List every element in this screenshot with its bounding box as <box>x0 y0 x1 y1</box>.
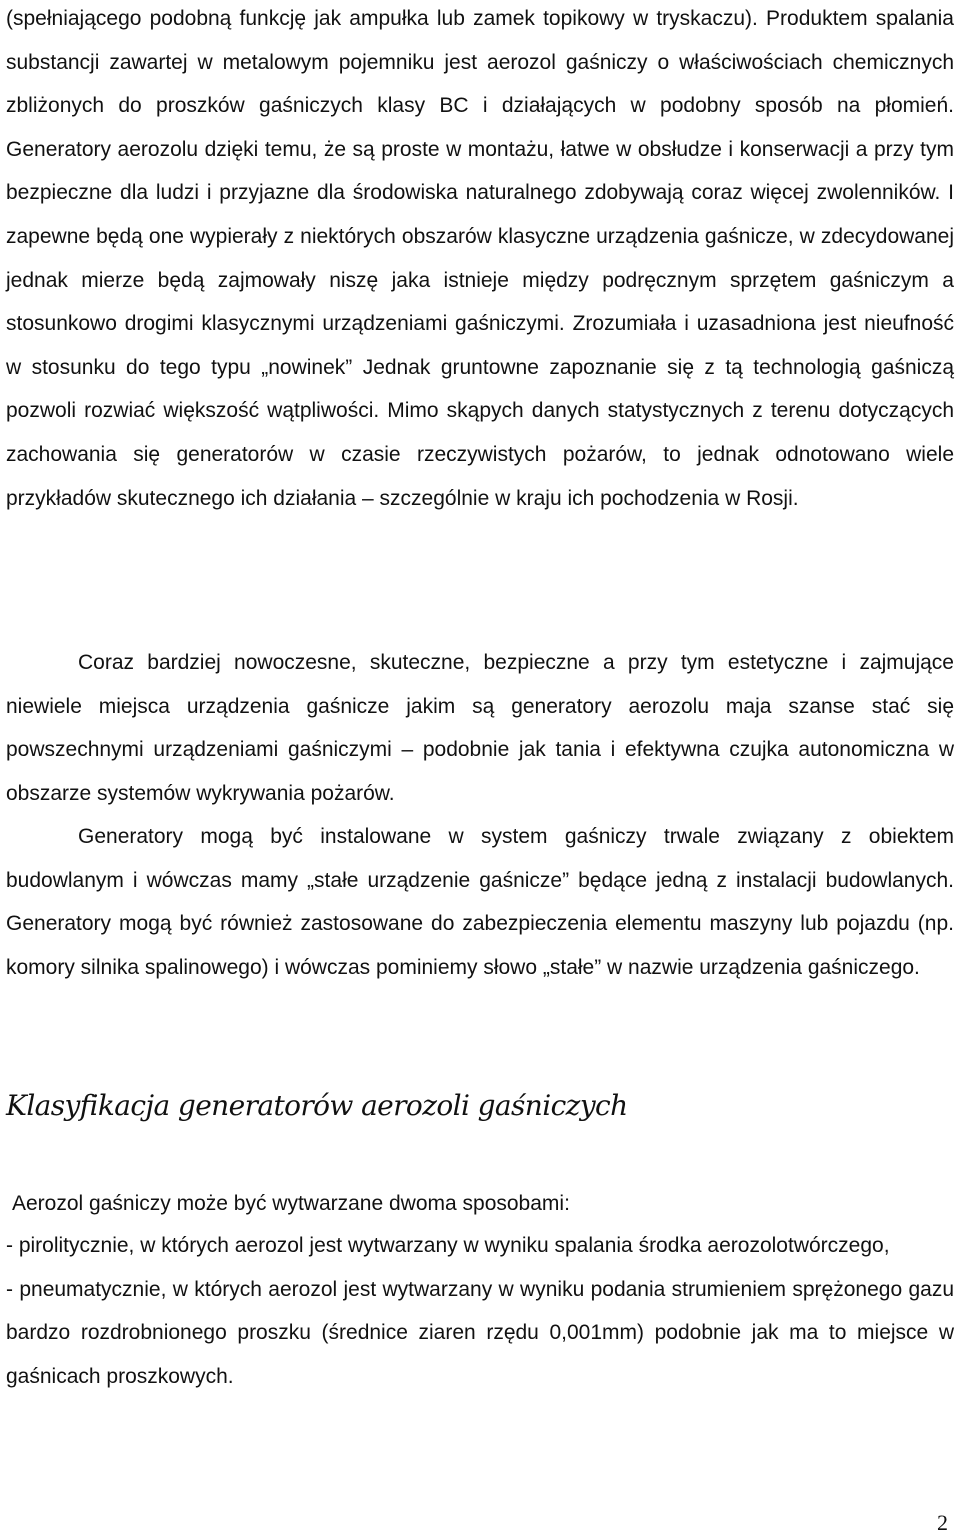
paragraph-installation: Generatory mogą być instalowane w system gaśniczy trwale związany z obiektem budowlanym i wówczas mamy „stałe urządzenie gaśnicze” będące jedną z instalacji budowlanych. Generatory mogą być również zastosowane do zabezpieczenia elementu maszyny lub pojazdu (np. komory silnika spalinowego) i wówczas pominiemy słowo „stałe” w nazwie urządzenia gaśniczego. <box>6 825 954 979</box>
paragraph-modern-devices: Coraz bardziej nowoczesne, skuteczne, bezpieczne a przy tym estetyczne i zajmujące niewiele miejsca urządzenia gaśnicze jakim są generatory aerozolu maja szanse stać się powszechnymi urządzeniami gaśniczymi – podobnie jak tania i efektywna czujka autonomiczna w obszarze systemów wykrywania pożarów. <box>6 651 954 805</box>
section-heading: Klasyfikacja generatorów aerozoli gaśniczych <box>6 1089 628 1122</box>
list-item-pyrolytic: - pirolitycznie, w których aerozol jest wytwarzany w wyniku spalania środka aerozolotwórczego, <box>6 1234 890 1257</box>
methods-intro: Aerozol gaśniczy może być wytwarzane dwoma sposobami: <box>12 1192 570 1215</box>
list-item-pneumatic: - pneumatycznie, w których aerozol jest wytwarzany w wyniku podania strumieniem sprężonego gazu bardzo rozdrobnionego proszku (średnice ziaren rzędu 0,001mm) podobnie jak ma to miejsce w gaśnicach proszkowych. <box>6 1277 954 1388</box>
page-number: 2 <box>937 1510 948 1535</box>
methods-list <box>6 1224 954 1398</box>
document-page <box>6 0 954 1537</box>
paragraph-generators-advantages: (spełniającego podobną funkcję jak ampułka lub zamek topikowy w tryskaczu). Produktem spalania substancji zawartej w metalowym pojemniku jest aerozol gaśniczy o właściwościach chemicznych zbliżonych do proszków gaśniczych klasy BC i działających w podobny sposób na płomień. Generatory aerozolu dzięki temu, że są proste w montażu, łatwe w obsłudze i konserwacji a przy tym bezpieczne dla ludzi i przyjazne dla środowiska naturalnego zdobywają coraz więcej zwolenników. I zapewne będą one wypierały z niektórych obszarów klasyczne urządzenia gaśnicze, w zdecydowanej jednak mierze będą zajmowały niszę jaka istnieje między podręcznym sprzętem gaśniczym a stosunkowo drogimi klasycznymi urządzeniami gaśniczymi. Zrozumiała i uzasadniona jest nieufność w stosunku do tego typu „nowinek” Jednak gruntowne zapoznanie się z tą technologią gaśniczą pozwoli rozwiać większość wątpliwości. Mimo skąpych danych statystycznych z terenu dotyczących zachowania się generatorów w czasie rzeczywistych pożarów, to jednak odnotowano wiele przykładów skutecznego ich działania – szczególnie w kraju ich pochodzenia w Rosji. <box>6 7 954 510</box>
